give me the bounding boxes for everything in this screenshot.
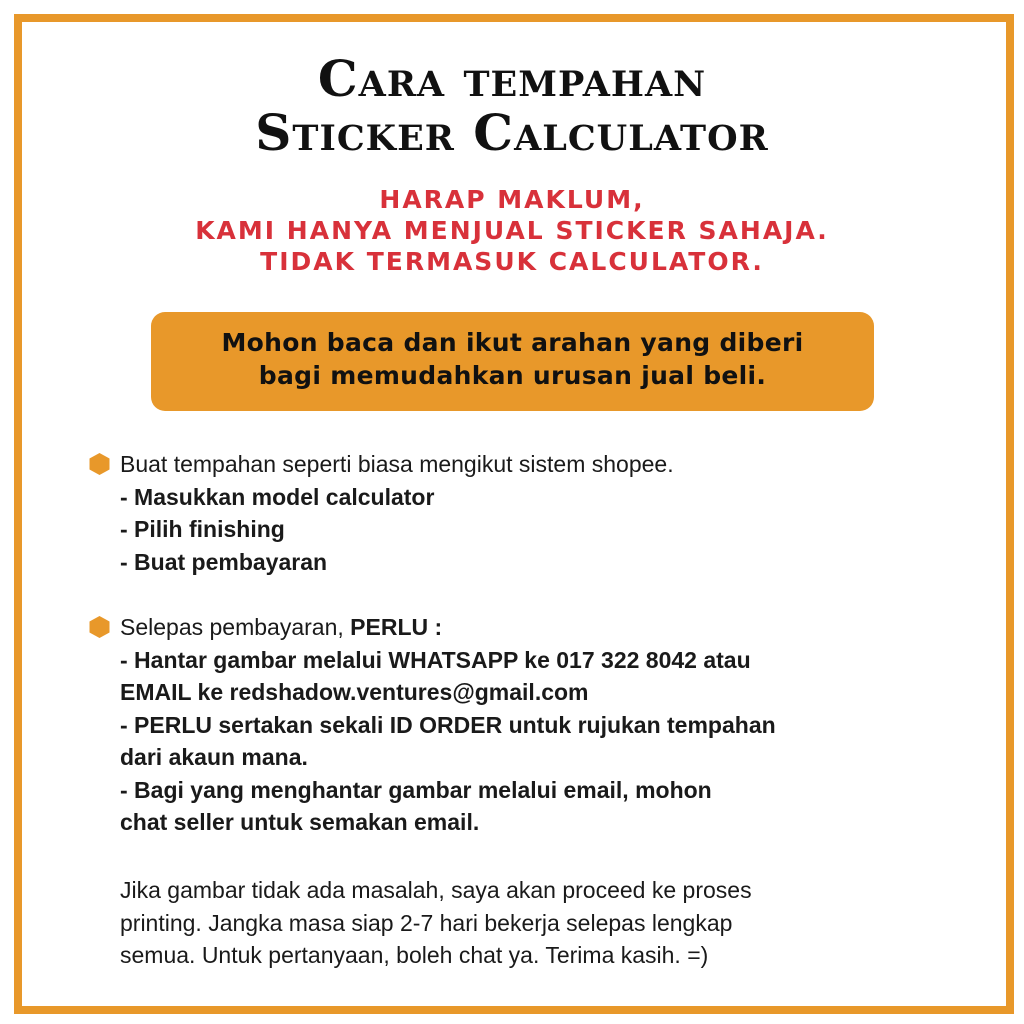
closing-paragraph [120, 874, 752, 972]
hexagon-bullet-icon [89, 453, 110, 475]
notice-line-1: HARAP MAKLUM, [379, 185, 645, 214]
instruction-banner [151, 312, 874, 411]
order-step: - Masukkan model calculator [120, 483, 435, 510]
banner-line-2: bagi memudahkan urusan jual beli. [258, 361, 767, 390]
after-payment-line: - Bagi yang menghantar gambar melalui email, mohon [120, 776, 712, 803]
title-line-2: Sticker Calculator [255, 103, 769, 162]
title-line-1: Cara tempahan [317, 49, 707, 108]
page-title [0, 49, 1024, 162]
after-payment-intro [120, 611, 776, 644]
order-step: - Pilih finishing [120, 516, 285, 542]
notice-text [0, 184, 1024, 277]
after-payment-line: - Hantar gambar melalui WHATSAPP ke 017 322 8042 atau [120, 646, 751, 673]
closing-line: Jika gambar tidak ada masalah, saya akan proceed ke proses [120, 877, 752, 903]
after-payment-line: chat seller untuk semakan email. [120, 809, 480, 835]
after-payment-intro-text: Selepas pembayaran, [120, 614, 351, 640]
notice-line-2: KAMI HANYA MENJUAL STICKER SAHAJA. [195, 216, 829, 245]
after-payment-line: EMAIL ke redshadow.ventures@gmail.com [120, 679, 589, 705]
hexagon-bullet-icon [89, 616, 110, 638]
after-payment-intro-bold: PERLU : [350, 614, 443, 640]
closing-line: printing. Jangka masa siap 2-7 hari bekerja selepas lengkap [120, 909, 733, 936]
order-steps-section [120, 448, 674, 578]
order-steps-intro: Buat tempahan seperti biasa mengikut sistem shopee. [120, 451, 674, 477]
notice-line-3: TIDAK TERMASUK CALCULATOR. [260, 247, 764, 276]
closing-line: semua. Untuk pertanyaan, boleh chat ya. Terima kasih. =) [120, 942, 709, 968]
after-payment-line: - PERLU sertakan sekali ID ORDER untuk rujukan tempahan [120, 711, 776, 738]
order-step: - Buat pembayaran [120, 548, 328, 575]
after-payment-line: dari akaun mana. [120, 744, 308, 770]
banner-line-1: Mohon baca dan ikut arahan yang diberi [221, 328, 804, 357]
after-payment-section [120, 611, 776, 839]
